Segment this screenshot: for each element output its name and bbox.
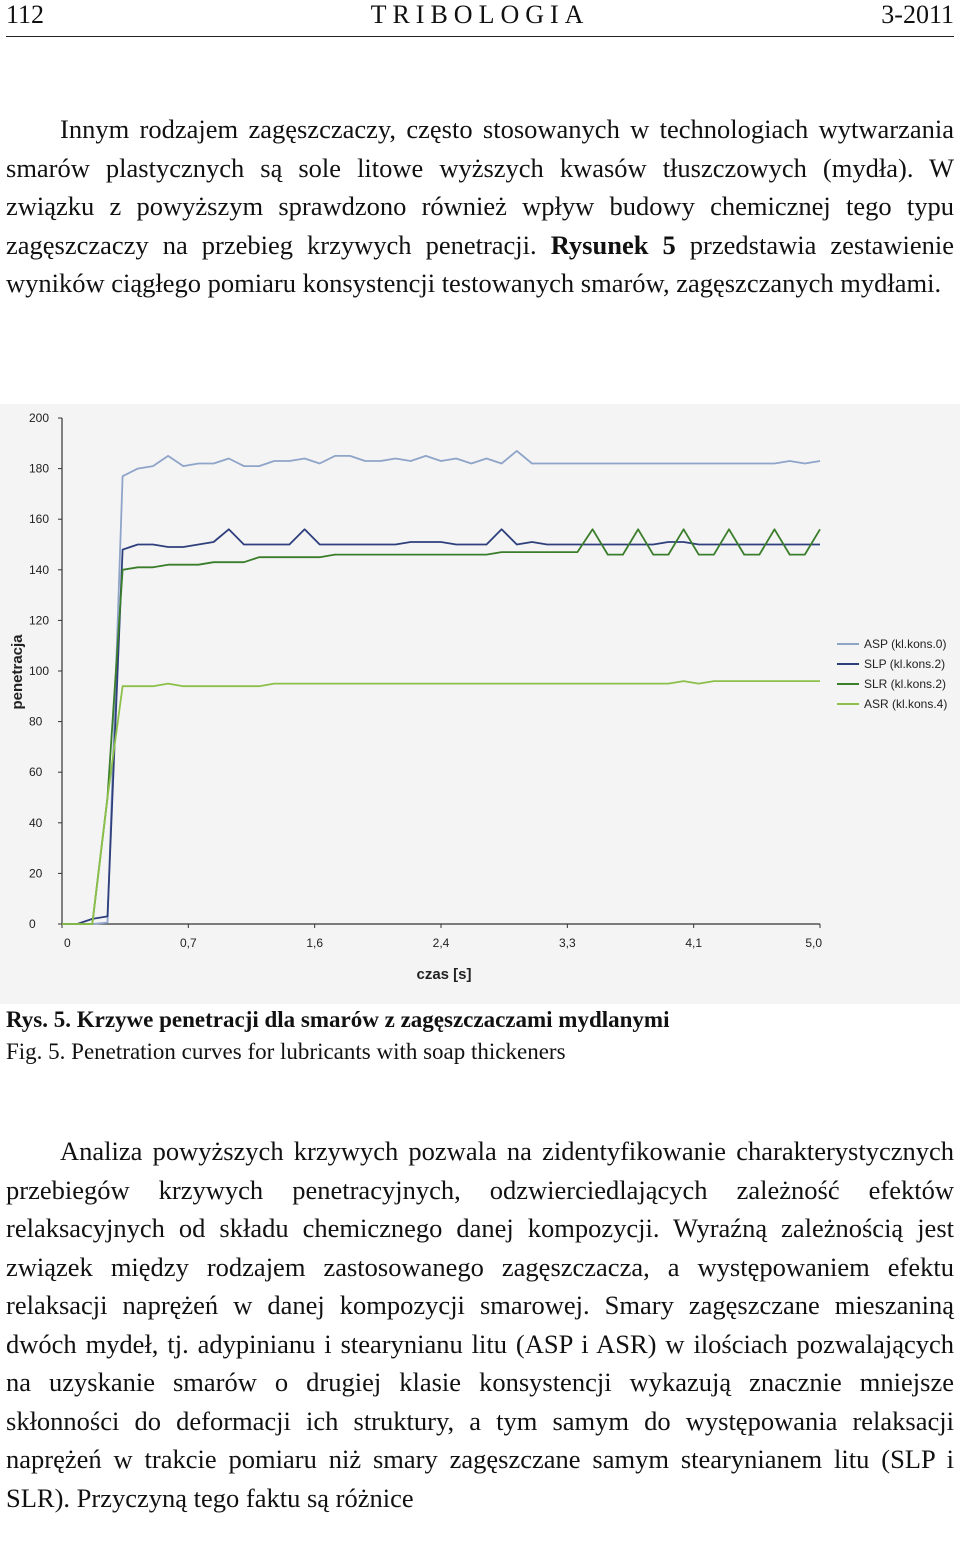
chart-svg [0, 404, 960, 1004]
figure-caption-en: Fig. 5. Penetration curves for lubricants with soap thickeners [6, 1039, 566, 1064]
x-tick-label-1: 0,7 [179, 936, 197, 950]
figure-caption-pl: Rys. 5. Krzywe penetracji dla smarów z zagęszczaczami mydlanymi [6, 1007, 670, 1032]
figure-reference: Rysunek 5 [550, 229, 676, 260]
paragraph-intro-text-b: przedstawia zestawienie wyników ciągłego pomiaru konsystencji testowanych smarów, zagęszczanych mydłami. [6, 229, 954, 298]
y-tick-label-180: 180 [29, 461, 50, 476]
penetration-chart [0, 404, 960, 1004]
paragraph-intro [6, 110, 954, 303]
y-tick-label-60: 60 [29, 765, 43, 780]
chart-background [0, 404, 960, 1004]
journal-title: TRIBOLOGIA [370, 0, 590, 29]
y-tick-label-160: 160 [29, 512, 50, 527]
x-tick-label-4: 3,3 [558, 936, 576, 950]
legend-label-3: ASR (kl.kons.4) [864, 697, 948, 711]
paragraph-analysis: Analiza powyższych krzywych pozwala na zidentyfikowanie charakterystycznych przebiegów krzywych penetracyjnych, odzwierciedlających zależność efektów relaksacyjnych od składu chemicznego danej kompozycji. Wyraźną zależnością jest związek między rodzajem zastosowanego zagęszczacza, a występowaniem efektu relaksacji naprężeń w danej kompozycji smarowej. Smary zagęszczane mieszaniną dwóch mydeł, tj. adypinianu i stearynianu litu (ASP i ASR) w ilościach pozwalających na uzyskanie smarów o drugiej klasie konsystencji wykazują znacznie mniejsze skłonności do deformacji ich struktury, a tym samym do występowania relaksacji naprężeń w trakcie pomiaru niż smary zagęszczane samym stearynianem litu (SLP i SLR). Przyczyną tego faktu są różnice [6, 1136, 954, 1513]
x-axis-label: czas [s] [416, 966, 472, 983]
x-tick-label-2: 1,6 [306, 936, 324, 950]
x-tick-label-6: 5,0 [805, 936, 822, 950]
page-number: 112 [6, 0, 45, 29]
legend-label-1: SLP (kl.kons.2) [864, 657, 946, 671]
y-tick-label-80: 80 [29, 714, 43, 729]
legend-label-0: ASP (kl.kons.0) [864, 637, 947, 651]
x-tick-label-0: 0 [64, 936, 71, 950]
y-tick-label-100: 100 [29, 664, 50, 678]
issue-number: 3-2011 [881, 0, 954, 29]
y-tick-label-0: 0 [29, 917, 36, 931]
y-tick-label-140: 140 [29, 562, 50, 577]
y-tick-label-40: 40 [29, 815, 43, 830]
x-tick-label-3: 2,4 [432, 936, 450, 950]
paragraph-intro-text-a: Innym rodzajem zagęszczaczy, często stosowanych w technologiach wytwarzania smarów plastycznych są sole litowe wyższych kwasów tłuszczowych (mydła). W związku z powyższym sprawdzono również wpływ budowy chemicznej tego typu zagęszczaczy na przebieg krzywych penetracji. [6, 114, 954, 260]
y-tick-label-20: 20 [29, 866, 43, 881]
x-tick-label-5: 4,1 [685, 936, 703, 950]
page-header [6, 0, 954, 37]
y-tick-label-200: 200 [29, 411, 50, 425]
legend-label-2: SLR (kl.kons.2) [864, 677, 947, 691]
y-tick-label-120: 120 [29, 613, 50, 628]
y-axis-label: penetracja [9, 634, 26, 710]
